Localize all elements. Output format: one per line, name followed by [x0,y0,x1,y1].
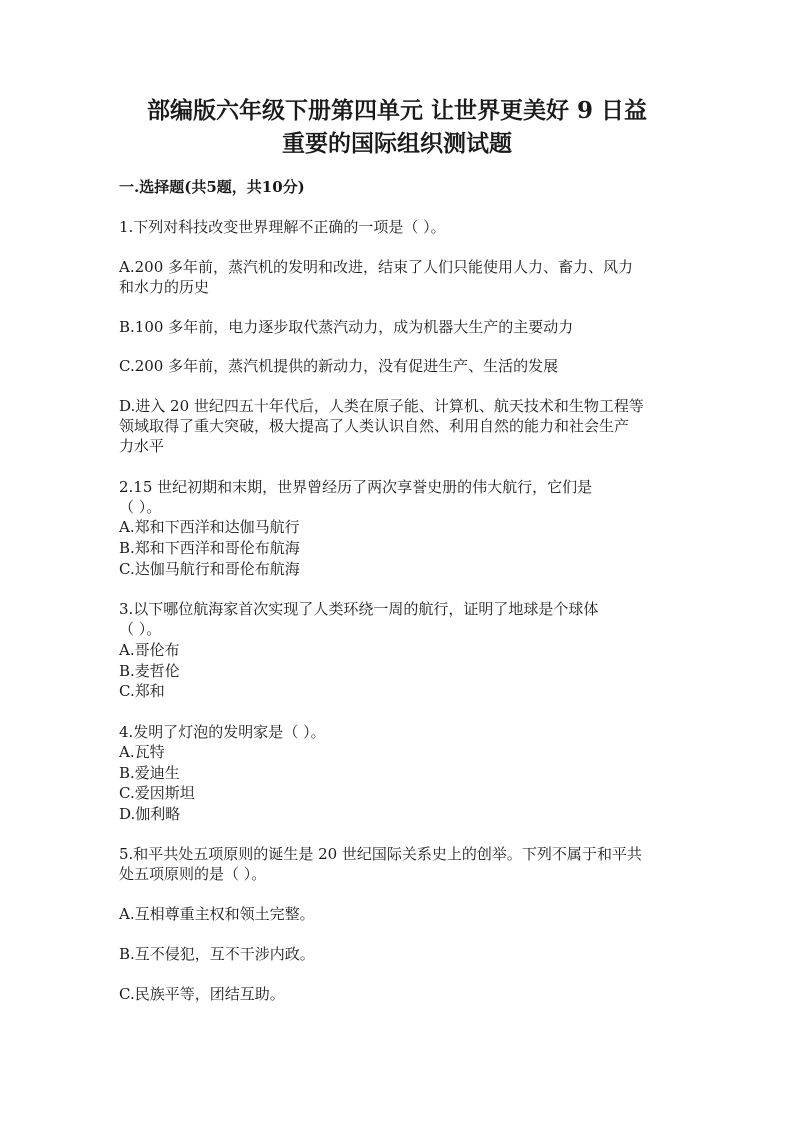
question-1-option-c: C.200 多年前，蒸汽机提供的新动力，没有促进生产、生活的发展 [119,357,559,375]
question-2-text-cont: （ ）。 [119,498,162,516]
document-title-line-2: 重要的国际组织测试题 [282,130,512,157]
question-1-option-d-cont-2: 力水平 [119,437,165,455]
question-5-option-c: C.民族平等，团结互助。 [119,985,285,1003]
question-1-option-d: D.进入 20 世纪四五十年代后，人类在原子能、计算机、航天技术和生物工程等 [119,397,644,415]
question-3-option-c: C.郑和 [119,682,165,700]
question-3-option-b: B.麦哲伦 [119,662,180,680]
question-5-text: 5.和平共处五项原则的诞生是 20 世纪国际关系史上的创举。下列不属于和平共 [119,845,642,863]
question-5-option-a: A.互相尊重主权和领土完整。 [119,905,315,923]
question-1-option-a-cont: 和水力的历史 [119,278,210,296]
question-4-option-a: A.瓦特 [119,743,165,761]
question-5-option-b: B.互不侵犯，互不干涉内政。 [119,945,315,963]
document-title-line-1: 部编版六年级下册第四单元 让世界更美好 9 日益 [146,97,648,124]
question-5-text-cont: 处五项原则的是（ ）。 [119,865,267,883]
question-4-option-b: B.爱迪生 [119,764,180,782]
question-4-option-c: C.爱因斯坦 [119,784,195,802]
question-4-text: 4.发明了灯泡的发明家是（ ）。 [119,723,326,741]
question-1-option-b: B.100 多年前，电力逐步取代蒸汽动力，成为机器大生产的主要动力 [119,318,574,336]
question-2-option-b: B.郑和下西洋和哥伦布航海 [119,539,300,557]
question-3-text: 3.以下哪位航海家首次实现了人类环绕一周的航行，证明了地球是个球体 [119,600,599,618]
question-1-text: 1.下列对科技改变世界理解不正确的一项是（ ）。 [119,218,446,236]
question-2-option-c: C.达伽马航行和哥伦布航海 [119,560,300,578]
question-2-option-a: A.郑和下西洋和达伽马航行 [119,518,300,536]
question-2-text: 2.15 世纪初期和末期，世界曾经历了两次享誉史册的伟大航行，它们是 [119,478,593,496]
question-3-option-a: A.哥伦布 [119,641,180,659]
section-heading: 一.选择题(共5题，共10分) [119,178,305,196]
question-4-option-d: D.伽利略 [119,805,181,823]
question-3-text-cont: （ ）。 [119,620,162,638]
question-1-option-a: A.200 多年前，蒸汽机的发明和改进，结束了人们只能使用人力、畜力、风力 [119,258,634,276]
question-1-option-d-cont-1: 领域取得了重大突破，极大提高了人类认识自然、利用自然的能力和社会生产 [119,417,630,435]
